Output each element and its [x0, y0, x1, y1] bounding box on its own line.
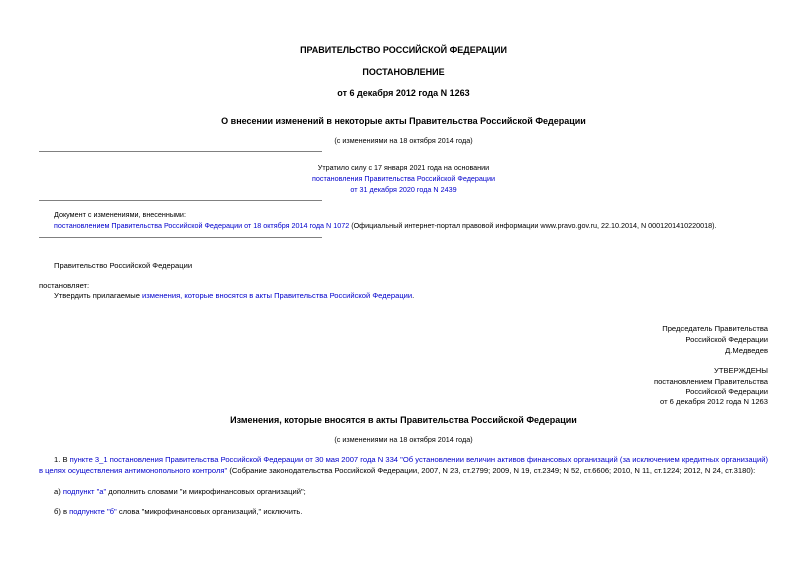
item-1-suffix: (Собрание законодательства Российской Федерации, 2007, N 23, ст.2799; 2009, N 19, ст.2349; N 52, ст.6606; 2010, N 11, ст.1224; 2012, N 24, ст.3180):	[227, 465, 756, 475]
signature-title-2: Российской Федерации	[685, 335, 768, 344]
item-1-prefix: 1. В	[54, 455, 70, 464]
item-b-link[interactable]: подпункте "б"	[69, 507, 117, 516]
date-number-heading: от 6 декабря 2012 года N 1263	[337, 88, 470, 98]
expired-link-wrap	[0, 174, 807, 183]
approved-label: УТВЕРЖДЕНЫ	[714, 366, 768, 375]
government-line: Правительство Российской Федерации	[54, 261, 193, 270]
decrees-word: постановляет:	[39, 281, 90, 290]
signature-name: Д.Медведев	[725, 346, 768, 355]
approve-paragraph	[54, 291, 414, 300]
item-a-link[interactable]: подпункт "а"	[62, 487, 107, 496]
expired-link-decree[interactable]: постановления Правительства Российской Федерации	[311, 174, 496, 183]
changes-amended-note: (с изменениями на 18 октября 2014 года)	[334, 435, 473, 444]
approve-prefix: Утвердить прилагаемые	[54, 291, 143, 300]
doc-type-heading: ПОСТАНОВЛЕНИЕ	[362, 67, 445, 77]
approved-line-2: постановлением Правительства	[653, 377, 768, 386]
divider	[39, 237, 322, 238]
item-a-paragraph	[54, 487, 306, 496]
item-b-prefix: б) в	[54, 507, 70, 516]
document-title: О внесении изменений в некоторые акты Правительства Российской Федерации	[221, 116, 586, 126]
item-b-paragraph	[54, 507, 303, 516]
amendments-source: (Официальный интернет-портал правовой информации www.pravo.gov.ru, 22.10.2014, N 0001201410220018).	[349, 221, 717, 230]
expired-link-wrap-2	[0, 185, 807, 194]
amendments-link[interactable]: постановлением Правительства Российской Федерации от 18 октября 2014 года N 1072	[54, 221, 350, 230]
approve-link[interactable]: изменения, которые вносятся в акты Правительства Российской Федерации	[142, 291, 413, 300]
divider	[39, 151, 322, 152]
approved-line-3: Российской Федерации	[685, 387, 768, 396]
divider	[39, 200, 322, 201]
expired-note: Утратило силу с 17 января 2021 года на основании	[317, 163, 490, 172]
expired-link-date[interactable]: от 31 декабря 2020 года N 2439	[350, 185, 457, 194]
amendments-line	[54, 221, 717, 230]
changes-title: Изменения, которые вносятся в акты Правительства Российской Федерации	[230, 415, 577, 425]
government-heading: ПРАВИТЕЛЬСТВО РОССИЙСКОЙ ФЕДЕРАЦИИ	[300, 45, 507, 55]
signature-title-1: Председатель Правительства	[662, 324, 768, 333]
approved-line-4: от 6 декабря 2012 года N 1263	[660, 397, 768, 406]
amended-note: (с изменениями на 18 октября 2014 года)	[334, 136, 473, 145]
approve-suffix: .	[412, 291, 415, 300]
item-b-suffix: слова "микрофинансовых организаций," исключить.	[116, 507, 303, 516]
amendments-label: Документ с изменениями, внесенными:	[54, 210, 186, 219]
item-a-suffix: дополнить словами "и микрофинансовых организаций";	[106, 487, 306, 496]
item-1-link[interactable]: пункте 3_1 постановления Правительства Российской Федерации от 30 мая 2007 года N 334 "Об установлении величин активов финансовых организаций (за исключением кредитных организаций) в целях осуществления антимонопольного контроля"	[39, 455, 768, 475]
item-1-paragraph	[39, 455, 768, 476]
item-a-prefix: а)	[54, 487, 63, 496]
